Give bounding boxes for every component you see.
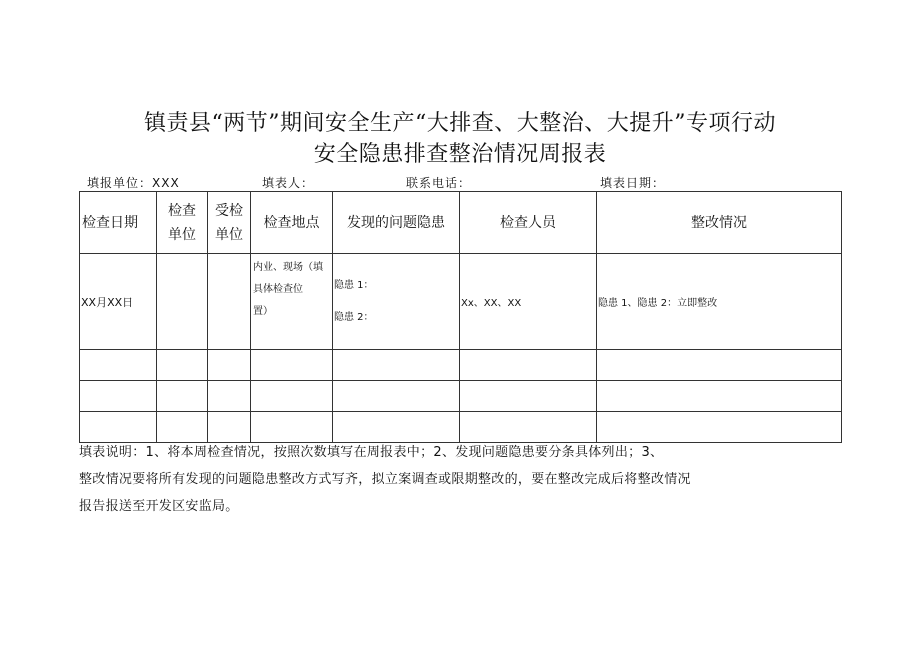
notes-line1: 填表说明：1、将本周检查情况，按照次数填写在周报表中；2、发现问题隐患要分条具体列出；3、 bbox=[79, 445, 664, 460]
header-inspectors: 检查人员 bbox=[460, 192, 597, 254]
empty-cell[interactable] bbox=[208, 381, 251, 412]
phone-label: 联系电话： bbox=[406, 176, 472, 190]
cell-check-date[interactable]: XX月XX日 bbox=[80, 254, 157, 350]
header-inspected-unit-line2: 单位 bbox=[215, 226, 243, 243]
empty-cell[interactable] bbox=[460, 381, 597, 412]
filler-label: 填表人： bbox=[262, 176, 315, 190]
empty-cell[interactable] bbox=[597, 350, 842, 381]
report-title-line2: 安全隐患排查整治情况周报表 bbox=[313, 142, 607, 167]
header-issues-found: 发现的问题隐患 bbox=[333, 192, 460, 254]
issue-2: 隐患 2： bbox=[334, 311, 374, 323]
header-check-unit-line2: 单位 bbox=[168, 226, 196, 243]
empty-cell[interactable] bbox=[251, 381, 333, 412]
table-row bbox=[80, 381, 842, 412]
issue-1: 隐患 1： bbox=[334, 279, 374, 291]
cell-inspectors[interactable]: Xx、XX、XX bbox=[460, 254, 597, 350]
empty-cell[interactable] bbox=[80, 350, 157, 381]
cell-check-place[interactable] bbox=[251, 254, 333, 350]
empty-cell[interactable] bbox=[80, 381, 157, 412]
notes-line2: 整改情况要将所有发现的问题隐患整改方式写齐，拟立案调查或限期整改的，要在整改完成后将整改情况 bbox=[79, 472, 691, 487]
empty-cell[interactable] bbox=[333, 350, 460, 381]
cell-inspected-unit[interactable] bbox=[208, 254, 251, 350]
empty-cell[interactable] bbox=[208, 350, 251, 381]
header-inspected-unit bbox=[208, 192, 251, 254]
header-inspected-unit-line1: 受检 bbox=[215, 202, 243, 219]
empty-cell[interactable] bbox=[333, 412, 460, 443]
report-title-line1: 镇责县“两节”期间安全生产“大排查、大整治、大提升”专项行动 bbox=[144, 111, 776, 136]
header-check-date: 检查日期 bbox=[80, 192, 157, 254]
empty-cell[interactable] bbox=[157, 412, 208, 443]
table-row bbox=[80, 412, 842, 443]
fill-date-label: 填表日期： bbox=[600, 176, 666, 190]
empty-cell[interactable] bbox=[157, 381, 208, 412]
cell-rectification[interactable]: 隐患 1、隐患 2：立即整改 bbox=[597, 254, 842, 350]
place-line1: 内业、现场（填 bbox=[253, 262, 323, 273]
empty-cell[interactable] bbox=[251, 350, 333, 381]
header-check-unit-line1: 检查 bbox=[168, 202, 196, 219]
table-row bbox=[80, 350, 842, 381]
header-check-unit bbox=[157, 192, 208, 254]
empty-cell[interactable] bbox=[208, 412, 251, 443]
empty-cell[interactable] bbox=[460, 412, 597, 443]
empty-cell[interactable] bbox=[80, 412, 157, 443]
empty-cell[interactable] bbox=[597, 381, 842, 412]
table-header-row bbox=[80, 192, 842, 254]
empty-cell[interactable] bbox=[597, 412, 842, 443]
empty-cell[interactable] bbox=[460, 350, 597, 381]
empty-cell[interactable] bbox=[333, 381, 460, 412]
cell-issues-found[interactable] bbox=[333, 254, 460, 350]
empty-cell[interactable] bbox=[157, 350, 208, 381]
reporting-unit-label: 填报单位：XXX bbox=[87, 176, 180, 190]
notes-line3: 报告报送至开发区安监局。 bbox=[79, 499, 239, 514]
empty-cell[interactable] bbox=[251, 412, 333, 443]
header-rectification: 整改情况 bbox=[597, 192, 842, 254]
place-line3: 置） bbox=[253, 306, 273, 317]
place-line2: 具体检查位 bbox=[253, 284, 303, 295]
weekly-report-table bbox=[79, 191, 842, 443]
filling-instructions bbox=[79, 439, 849, 520]
cell-check-unit[interactable] bbox=[157, 254, 208, 350]
header-check-place: 检查地点 bbox=[251, 192, 333, 254]
table-row bbox=[80, 254, 842, 350]
